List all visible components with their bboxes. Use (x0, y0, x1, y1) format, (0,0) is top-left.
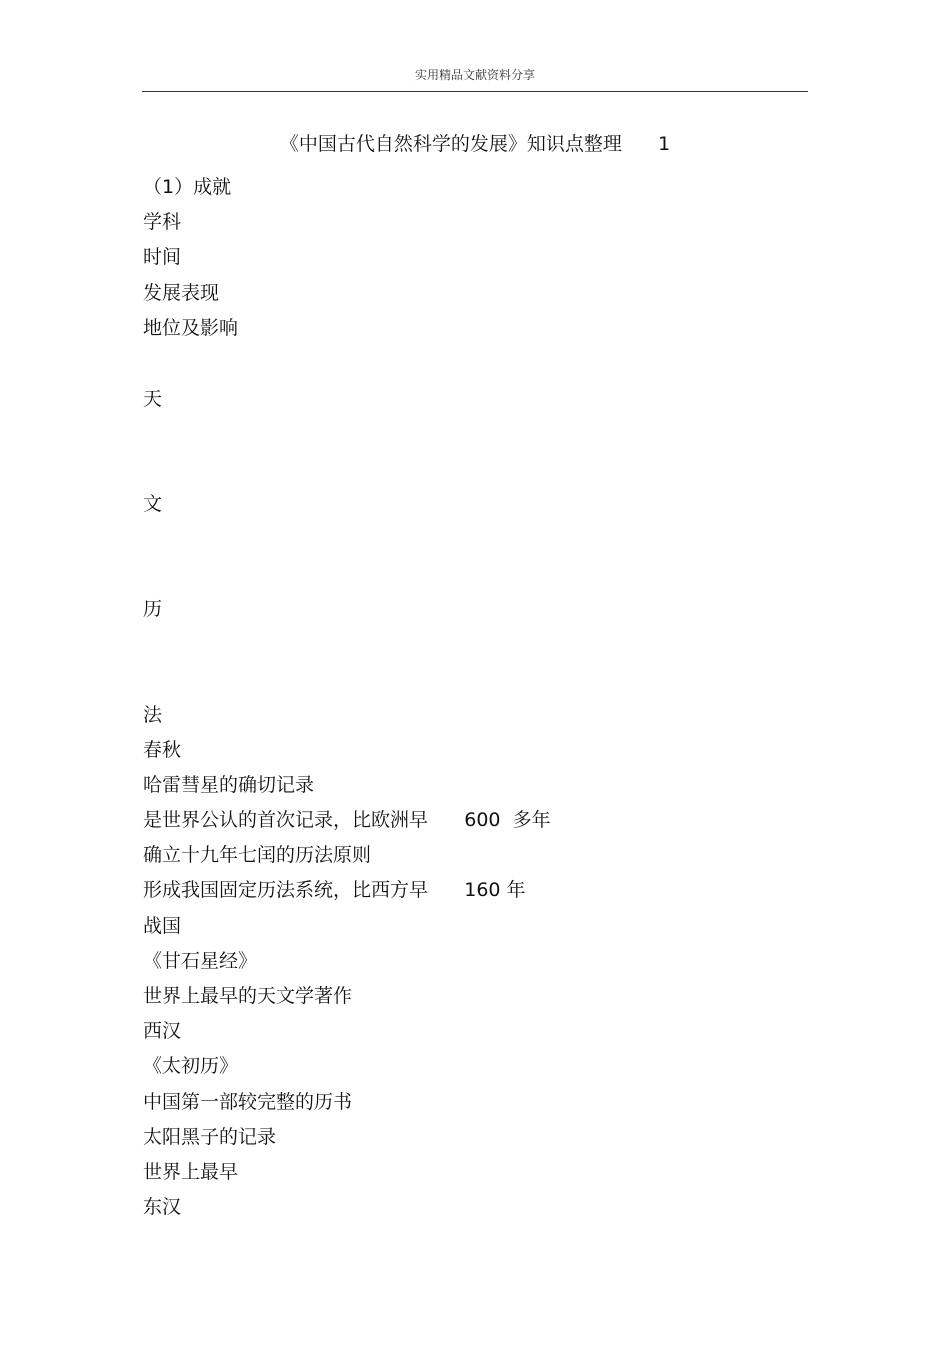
text-line: 法 (143, 704, 163, 726)
text-line: 太阳黑子的记录 (143, 1126, 277, 1148)
text-line: 中国第一部较完整的历书 (143, 1091, 353, 1113)
text-line: 是世界公认的首次记录，比欧洲早 600 多年 (143, 809, 551, 831)
text-line: 《甘石星经》 (143, 950, 258, 972)
text-line: 历 (143, 598, 163, 620)
header-divider (142, 91, 808, 92)
text-line: 战国 (143, 915, 182, 937)
text-line: 学科 (143, 211, 182, 233)
text-line: 东汉 (143, 1196, 182, 1218)
text-line: （1）成就 (143, 176, 232, 198)
text-line: 世界上最早的天文学著作 (143, 985, 353, 1007)
text-line: 《太初历》 (143, 1055, 239, 1077)
text-line: 确立十九年七闰的历法原则 (143, 844, 372, 866)
text-line: 地位及影响 (143, 317, 239, 339)
text-line: 天 (143, 388, 163, 410)
header-text: 实用精品文献资料分享 (414, 68, 535, 82)
text-line: 春秋 (143, 739, 182, 761)
text-line: 文 (143, 493, 163, 515)
text-line: 时间 (143, 246, 182, 268)
document-title: 《中国古代自然科学的发展》知识点整理 1 (279, 133, 671, 155)
text-line: 发展表现 (143, 282, 220, 304)
text-line: 哈雷彗星的确切记录 (143, 774, 315, 796)
text-line: 形成我国固定历法系统，比西方早 160 年 (143, 879, 526, 901)
text-line: 西汉 (143, 1020, 182, 1042)
text-line: 世界上最早 (143, 1161, 239, 1183)
